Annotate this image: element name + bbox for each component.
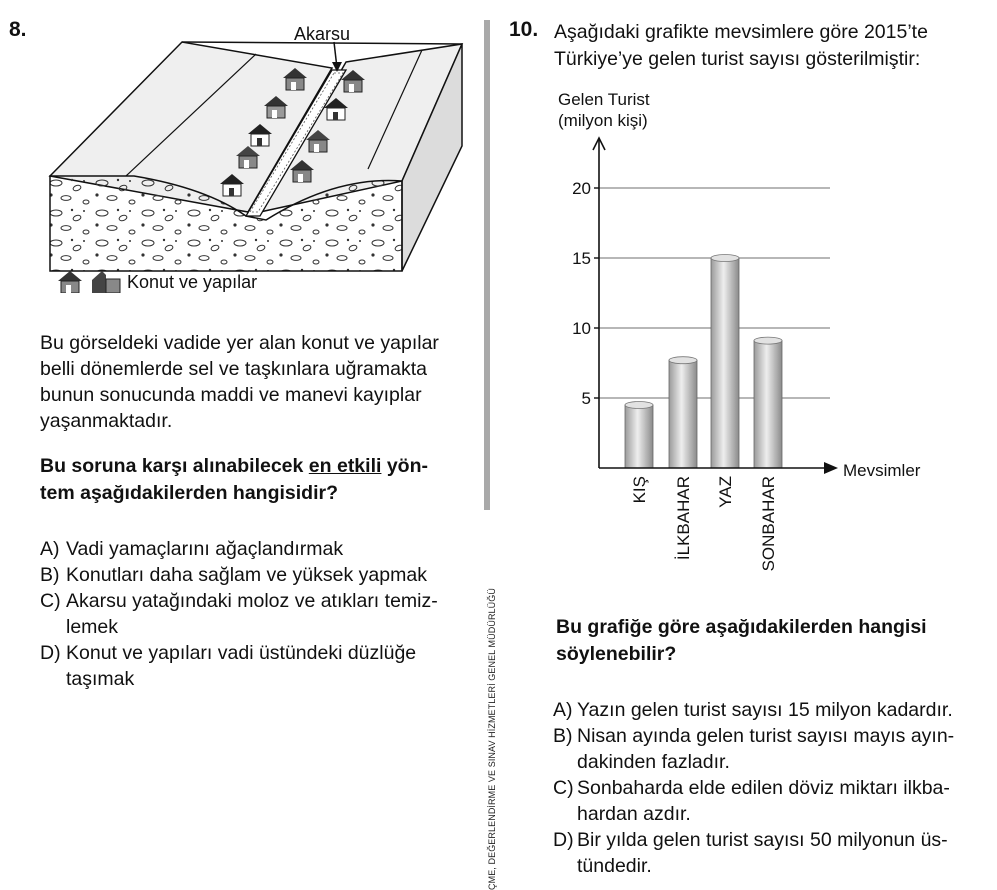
y-tick-label: 15 [572,249,591,268]
option-b[interactable] [40,562,480,588]
option-text: Nisan ayında gelen turist sayısı mayıs ayın- [577,725,955,747]
x-tick-label: İLKBAHAR [674,476,693,561]
q10-question [556,614,996,668]
intro-line: Aşağıdaki grafikte mevsimlere göre 2015’te [554,21,928,43]
question-text: tem aşağıdakilerden hangisidir? [40,482,339,504]
x-tick-label: KIŞ [630,476,649,504]
x-tick-label: YAZ [716,476,735,508]
option-label: D) [553,829,574,851]
option-label: D) [40,642,61,664]
option-text: lemek [66,616,119,638]
q8-paragraph [40,330,480,434]
bar [669,360,697,468]
x-tick-label: SONBAHAR [759,476,778,572]
intro-line: Türkiye’ye gelen turist sayısı gösterilmiştir: [554,48,921,70]
q8-question [40,453,480,507]
option-c[interactable] [40,588,480,640]
option-text: Akarsu yatağındaki moloz ve atıkları temiz- [66,590,438,612]
q10-intro [554,19,994,73]
option-b[interactable] [553,723,997,775]
option-d[interactable] [553,827,997,879]
legend-label: Konut ve yapılar [127,271,258,292]
bar [754,341,782,468]
q10-options [553,697,997,879]
y-axis-label: (milyon kişi) [558,111,648,130]
x-axis-label: Mevsimler [843,461,921,480]
side-publisher-text: ÇME, DEĞERLENDİRME VE SINAV HİZMETLERİ GENEL MÜDÜRLÜĞÜ [487,588,497,890]
y-tick-label: 5 [581,389,591,408]
y-tick-label: 20 [572,179,591,198]
bar-cap [669,357,697,364]
option-text: tündedir. [577,855,652,877]
paragraph-line: Bu görseldeki vadide yer alan konut ve yapılar [40,332,439,354]
option-text: Vadi yamaçlarını ağaçlandırmak [66,538,344,560]
option-text: taşımak [66,668,135,690]
option-text: Yazın gelen turist sayısı 15 milyon kadardır. [577,699,953,721]
bar-cap [711,255,739,262]
bar-cap [625,402,653,409]
paragraph-line: belli dönemlerde sel ve taşkınlara uğramakta [40,358,427,380]
valley-illustration [46,26,466,276]
river-label: Akarsu [293,26,351,44]
option-label: C) [553,777,574,799]
paragraph-line: yaşanmaktadır. [40,410,173,432]
q8-options [40,536,480,692]
question-text: söylenebilir? [556,643,677,665]
y-tick-label: 10 [572,319,591,338]
option-label: B) [553,725,573,747]
x-axis-arrow [824,462,838,474]
option-label: A) [553,699,573,721]
paragraph-line: bunun sonucunda maddi ve manevi kayıplar [40,384,422,406]
option-label: B) [40,564,60,586]
option-label: C) [40,590,61,612]
option-text: Sonbaharda elde edilen döviz miktarı ilkba- [577,777,950,799]
option-text: hardan azdır. [577,803,691,825]
tourist-chart [540,80,960,590]
option-label: A) [40,538,60,560]
q10-number: 10. [509,18,539,41]
question-emphasis: en etkili [308,455,382,477]
house-icon [55,271,85,293]
q8-legend [55,271,257,293]
bar-cap [754,337,782,344]
option-a[interactable] [40,536,480,562]
option-text: Bir yılda gelen turist sayısı 50 milyonun üs- [577,829,948,851]
option-a[interactable] [553,697,997,723]
bar [711,258,739,468]
question-text: Bu grafiğe göre aşağıdakilerden hangisi [556,616,927,638]
option-text: Konutları daha sağlam ve yüksek yapmak [66,564,427,586]
building-icon [89,271,123,293]
option-text: dakinden fazladır. [577,751,730,773]
question-text: yön- [381,455,429,477]
q8-number: 8. [9,18,27,41]
option-text: Konut ve yapıları vadi üstündeki düzlüğe [66,642,417,664]
option-c[interactable] [553,775,997,827]
y-axis-label: Gelen Turist [558,90,650,109]
column-divider [484,20,490,510]
question-text: Bu soruna karşı alınabilecek [40,455,309,477]
bar [625,405,653,468]
option-d[interactable] [40,640,480,692]
